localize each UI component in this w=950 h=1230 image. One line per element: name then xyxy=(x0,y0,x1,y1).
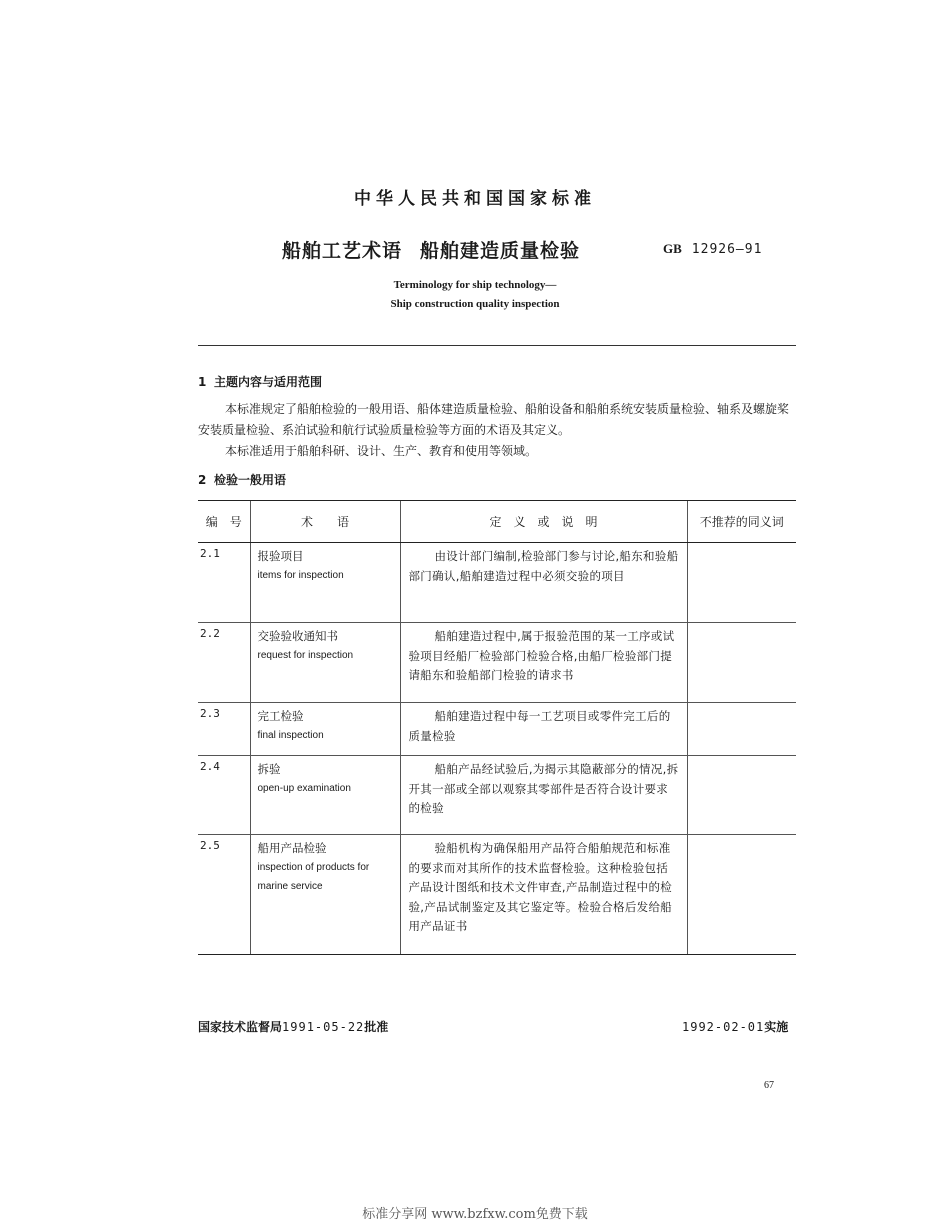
row-synonym xyxy=(687,756,796,835)
row-number: 2.2 xyxy=(198,623,250,703)
table-row xyxy=(198,756,796,835)
watermark-text: 标准分享网 www.bzfxw.com免费下载 xyxy=(362,1207,588,1222)
term-chinese: 拆验 xyxy=(257,762,281,776)
row-term xyxy=(250,543,400,623)
row-number: 2.3 xyxy=(198,703,250,756)
standard-prefix: GB xyxy=(663,241,682,256)
definition-text: 船舶产品经试验后,为揭示其隐蔽部分的情况,拆开其一部或全部以观察其零部件是否符合设计要求的检验 xyxy=(408,762,679,815)
term-chinese: 交验验收通知书 xyxy=(257,629,338,643)
table-row xyxy=(198,543,796,623)
row-definition xyxy=(400,623,687,703)
definition-text: 船舶建造过程中每一工艺项目或零件完工后的质量检验 xyxy=(408,709,671,743)
row-number: 2.4 xyxy=(198,756,250,835)
section-1-para1-text: 本标准规定了船舶检验的一般用语、船体建造质量检验、船舶设备和船舶系统安装质量检验、轴系及螺旋桨安装质量检验、系泊试验和航行试验质量检验等方面的术语及其定义。 xyxy=(198,402,790,437)
term-english: items for inspection xyxy=(257,570,344,581)
title-part1: 船舶工艺术语 xyxy=(282,240,403,262)
terms-table xyxy=(198,500,796,955)
effective-suffix: 实施 xyxy=(764,1020,789,1034)
section-1-paragraph-1 xyxy=(198,399,796,441)
row-definition xyxy=(400,835,687,955)
term-english: open-up examination xyxy=(257,783,351,794)
header-divider xyxy=(198,345,796,346)
table-row xyxy=(198,835,796,955)
definition-text: 船舶建造过程中,属于报验范围的某一工序或试验项目经船厂检验部门检验合格,由船厂检验部门提请船东和验船部门检验的请求书 xyxy=(408,629,675,682)
row-definition xyxy=(400,543,687,623)
header-number: 编 号 xyxy=(198,501,250,543)
term-chinese: 船用产品检验 xyxy=(257,841,327,855)
effective-date: 1992-02-01 xyxy=(682,1020,765,1034)
header-synonym: 不推荐的同义词 xyxy=(687,501,796,543)
approval-date: 1991-05-22 xyxy=(282,1020,365,1034)
row-definition xyxy=(400,703,687,756)
header-definition: 定 义 或 说 明 xyxy=(400,501,687,543)
row-synonym xyxy=(687,703,796,756)
section-1-title: 主题内容与适用范围 xyxy=(214,375,323,389)
standard-code: 12926—91 xyxy=(691,242,763,257)
row-number: 2.5 xyxy=(198,835,250,955)
effective-line xyxy=(682,1018,788,1035)
national-standard-header: 中华人民共和国国家标准 xyxy=(354,189,596,209)
row-term xyxy=(250,756,400,835)
english-title-line1: Terminology for ship technology— xyxy=(393,279,557,291)
header-term: 术 语 xyxy=(250,501,400,543)
document-title xyxy=(282,236,580,263)
title-part2: 船舶建造质量检验 xyxy=(420,240,581,262)
row-term xyxy=(250,835,400,955)
approval-suffix: 批准 xyxy=(364,1020,389,1034)
row-number: 2.1 xyxy=(198,543,250,623)
term-english: inspection of products for marine service xyxy=(257,862,370,892)
approval-line xyxy=(198,1018,388,1035)
section-1-paragraph-2 xyxy=(198,441,796,462)
row-definition xyxy=(400,756,687,835)
row-term xyxy=(250,623,400,703)
section-1-heading xyxy=(198,373,322,390)
english-title-line2: Ship construction quality inspection xyxy=(390,298,560,310)
definition-text: 由设计部门编制,检验部门参与讨论,船东和验船部门确认,船舶建造过程中必须交验的项目 xyxy=(408,549,679,583)
term-chinese: 报验项目 xyxy=(257,549,304,563)
section-2-title: 检验一般用语 xyxy=(214,473,287,487)
row-synonym xyxy=(687,835,796,955)
term-english: request for inspection xyxy=(257,650,354,661)
page-number: 67 xyxy=(764,1080,774,1091)
standard-number xyxy=(663,241,762,257)
section-2-heading xyxy=(198,471,286,488)
section-1-para2-text: 本标准适用于船舶科研、设计、生产、教育和使用等领域。 xyxy=(225,444,538,458)
table-header-row xyxy=(198,501,796,543)
term-chinese: 完工检验 xyxy=(257,709,304,723)
table-row xyxy=(198,703,796,756)
section-2-number: 2 xyxy=(198,473,207,487)
approval-org: 国家技术监督局 xyxy=(198,1020,283,1034)
section-1-number: 1 xyxy=(198,375,207,389)
definition-text: 验船机构为确保船用产品符合船舶规范和标准的要求而对其所作的技术监督检验。这种检验包括产品设计图纸和技术文件审查,产品制造过程中的检验,产品试制鉴定及其它鉴定等。检验合格后发给船用产品证书 xyxy=(408,841,673,933)
table-row xyxy=(198,623,796,703)
term-english: final inspection xyxy=(257,730,324,741)
row-synonym xyxy=(687,623,796,703)
row-synonym xyxy=(687,543,796,623)
row-term xyxy=(250,703,400,756)
